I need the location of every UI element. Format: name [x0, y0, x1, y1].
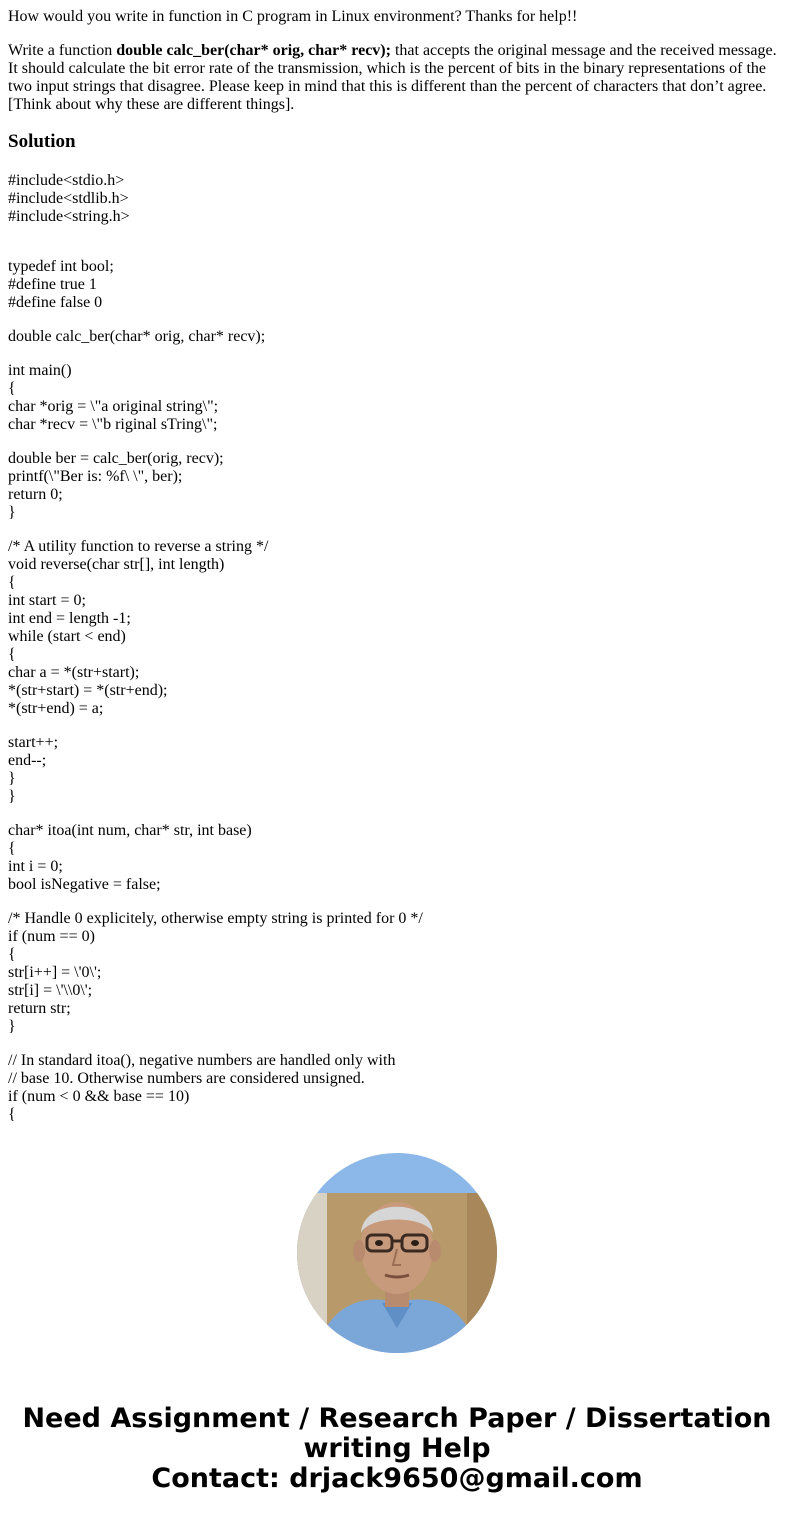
blank-line — [8, 242, 786, 258]
code-line: { — [8, 574, 16, 591]
code-line: if (num < 0 && base == 10) — [8, 1088, 190, 1105]
document-content — [8, 0, 786, 1122]
code-listing — [8, 172, 786, 1122]
code-line: return 0; — [8, 486, 63, 503]
code-line: str[i++] = \'0\'; — [8, 964, 102, 981]
code-line: char *orig = \"a original string\"; — [8, 398, 219, 415]
author-avatar — [297, 1153, 497, 1353]
code-line: char* itoa(int num, char* str, int base) — [8, 822, 252, 839]
code-line: *(str+start) = *(str+end); — [8, 682, 168, 699]
code-line: /* Handle 0 explicitely, otherwise empty string is printed for 0 */ — [8, 910, 423, 927]
code-reverse-part-1 — [8, 538, 786, 718]
promo-banner — [0, 1404, 794, 1494]
solution-heading: Solution — [8, 131, 76, 152]
code-line: end--; — [8, 752, 47, 769]
code-itoa-part-3 — [8, 1052, 786, 1122]
avatar-portrait-image — [297, 1153, 497, 1353]
code-line: printf(\"Ber is: %f\ \", ber); — [8, 468, 183, 485]
promo-line-2: writing Help — [303, 1433, 491, 1464]
code-line: void reverse(char str[], int length) — [8, 556, 225, 573]
description-prefix: Write a function — [8, 42, 117, 59]
promo-line-1: Need Assignment / Research Paper / Dissertation — [22, 1403, 772, 1434]
code-line: while (start < end) — [8, 628, 126, 645]
code-line: typedef int bool; — [8, 258, 114, 275]
code-line: } — [8, 788, 16, 805]
code-line: int main() — [8, 362, 72, 379]
code-prototype — [8, 328, 786, 346]
code-line: char a = *(str+start); — [8, 664, 140, 681]
code-itoa-part-2 — [8, 910, 786, 1036]
code-line: int i = 0; — [8, 858, 63, 875]
code-line: int end = length -1; — [8, 610, 131, 627]
code-line: { — [8, 946, 16, 963]
task-description — [8, 42, 786, 114]
code-line: bool isNegative = false; — [8, 876, 161, 893]
code-line: *(str+end) = a; — [8, 700, 104, 717]
code-line: { — [8, 380, 16, 397]
promo-contact: Contact: drjack9650@gmail.com — [151, 1463, 643, 1494]
code-line: { — [8, 840, 16, 857]
code-line: // base 10. Otherwise numbers are considered unsigned. — [8, 1070, 365, 1087]
code-line: } — [8, 770, 16, 787]
code-line: double calc_ber(char* orig, char* recv); — [8, 328, 266, 345]
code-line: #define true 1 — [8, 276, 97, 293]
function-signature: double calc_ber(char* orig, char* recv); — [116, 42, 391, 59]
code-main-part-2 — [8, 450, 786, 522]
code-line: char *recv = \"b riginal sTring\"; — [8, 416, 218, 433]
code-line: { — [8, 1106, 16, 1122]
code-line: return str; — [8, 1000, 71, 1017]
code-line: { — [8, 646, 16, 663]
question-text: How would you write in function in C program in Linux environment? Thanks for help!! — [8, 8, 578, 25]
code-line: #define false 0 — [8, 294, 103, 311]
code-includes — [8, 172, 786, 226]
code-line: } — [8, 504, 16, 521]
description-suffix: that accepts the original message and the received message. It should calculate the bit error rate of the transmission, which is the percent of bits in the binary representations of the two input strings that disagree. Please keep in mind that this is different than the percent of characters that don’t agree. [Think about why these are different things]. — [8, 42, 777, 113]
code-line: #include<stdio.h> — [8, 172, 125, 189]
code-main-part-1 — [8, 362, 786, 434]
code-line: #include<string.h> — [8, 208, 130, 225]
code-line: /* A utility function to reverse a string */ — [8, 538, 269, 555]
code-itoa-part-1 — [8, 822, 786, 894]
code-line: str[i] = \'\\0\'; — [8, 982, 93, 999]
code-line: if (num == 0) — [8, 928, 95, 945]
code-line: int start = 0; — [8, 592, 86, 609]
code-line: double ber = calc_ber(orig, recv); — [8, 450, 224, 467]
code-line: start++; — [8, 734, 59, 751]
code-line: #include<stdlib.h> — [8, 190, 129, 207]
code-line: // In standard itoa(), negative numbers are handled only with — [8, 1052, 396, 1069]
code-line: } — [8, 1018, 16, 1035]
code-reverse-part-2 — [8, 734, 786, 806]
code-typedefs — [8, 258, 786, 312]
